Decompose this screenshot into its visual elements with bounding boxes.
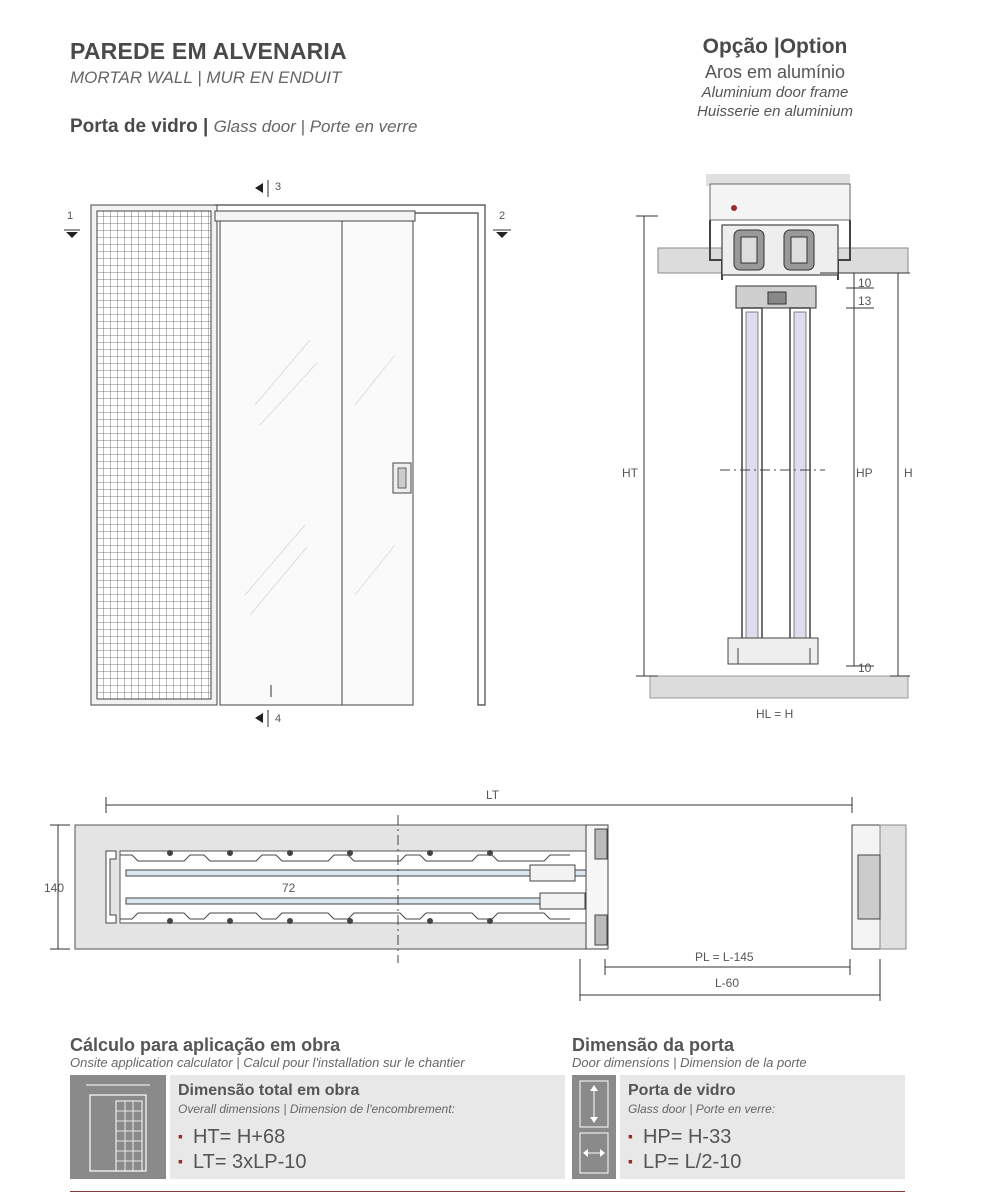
option-line-en: Aluminium door frame	[701, 84, 849, 101]
door-dimension-icon	[572, 1075, 616, 1179]
calculator-subtitle: Onsite application calculator | Calcul pour l'installation sur le chantier	[70, 1055, 465, 1070]
door-type-pt: Porta de vidro |	[70, 116, 209, 137]
svg-text:PL = L-145: PL = L-145	[695, 950, 754, 964]
svg-text:10: 10	[858, 661, 872, 675]
door-panel-title: Porta de vidro	[628, 1082, 736, 1099]
ceiling-block	[710, 184, 850, 220]
door-type-en-fr: Glass door | Porte en verre	[213, 117, 418, 136]
svg-text:140: 140	[44, 881, 65, 895]
door-dimension-title: Dimensão da porta	[572, 1035, 735, 1055]
overall-dimension-panel	[170, 1075, 565, 1179]
svg-text:3: 3	[275, 181, 282, 193]
door-dimension-panel	[620, 1075, 905, 1179]
marker-2	[493, 210, 511, 238]
door-panel-subtitle: Glass door | Porte en verre:	[628, 1102, 776, 1116]
top-track	[215, 211, 415, 221]
overall-dimension-subtitle: Overall dimensions | Dimension de l'encombrement:	[178, 1102, 455, 1116]
marker-1	[64, 210, 80, 238]
svg-text:4: 4	[275, 713, 282, 725]
door-dimension-subtitle: Door dimensions | Dimension de la porte	[572, 1055, 807, 1070]
floor-slab	[650, 676, 908, 698]
glass-plan-right	[126, 898, 606, 904]
formula-lt: ▪ LT= 3xLP-10	[178, 1151, 307, 1173]
svg-text:HL = H: HL = H	[756, 707, 794, 721]
pocket-cavity	[120, 851, 605, 923]
calculator-title: Cálculo para aplicação em obra	[70, 1035, 341, 1055]
roller-left	[734, 230, 764, 270]
svg-text:HT: HT	[622, 466, 638, 480]
formula-hp: ▪ HP= H-33	[628, 1126, 732, 1148]
option-title: Opção |Option	[702, 35, 848, 58]
svg-text:LT: LT	[486, 788, 500, 802]
page-title: PAREDE EM ALVENARIA	[70, 38, 347, 64]
svg-text:10: 10	[858, 276, 872, 290]
option-line-fr: Huisserie en aluminium	[697, 103, 853, 120]
formula-lp: ▪ LP= L/2-10	[628, 1151, 742, 1173]
svg-text:1: 1	[67, 210, 74, 222]
option-line-pt: Aros em alumínio	[704, 62, 846, 82]
bottom-rule	[70, 1191, 905, 1192]
svg-text:L-60: L-60	[715, 976, 740, 990]
marker-3	[255, 180, 281, 197]
front-elevation-drawing	[55, 175, 515, 730]
overall-dimension-title: Dimensão total em obra	[178, 1082, 360, 1099]
floor-guide	[728, 638, 818, 664]
glass-leaf-left	[220, 221, 342, 705]
overall-dimension-icon	[70, 1075, 166, 1179]
formula-ht: ▪ HT= H+68	[178, 1126, 286, 1148]
wall-grid	[97, 211, 211, 699]
plan-section-drawing	[40, 785, 920, 1005]
option-block	[655, 35, 895, 121]
roller-right	[784, 230, 814, 270]
svg-text:13: 13	[858, 294, 872, 308]
page-subtitle: MORTAR WALL | MUR EN ENDUIT	[70, 68, 342, 87]
vertical-section-drawing	[610, 170, 920, 730]
svg-text:H: H	[904, 466, 913, 480]
svg-text:72: 72	[282, 881, 296, 895]
svg-text:2: 2	[499, 210, 506, 222]
svg-text:HP: HP	[856, 466, 873, 480]
door-type	[70, 116, 417, 138]
